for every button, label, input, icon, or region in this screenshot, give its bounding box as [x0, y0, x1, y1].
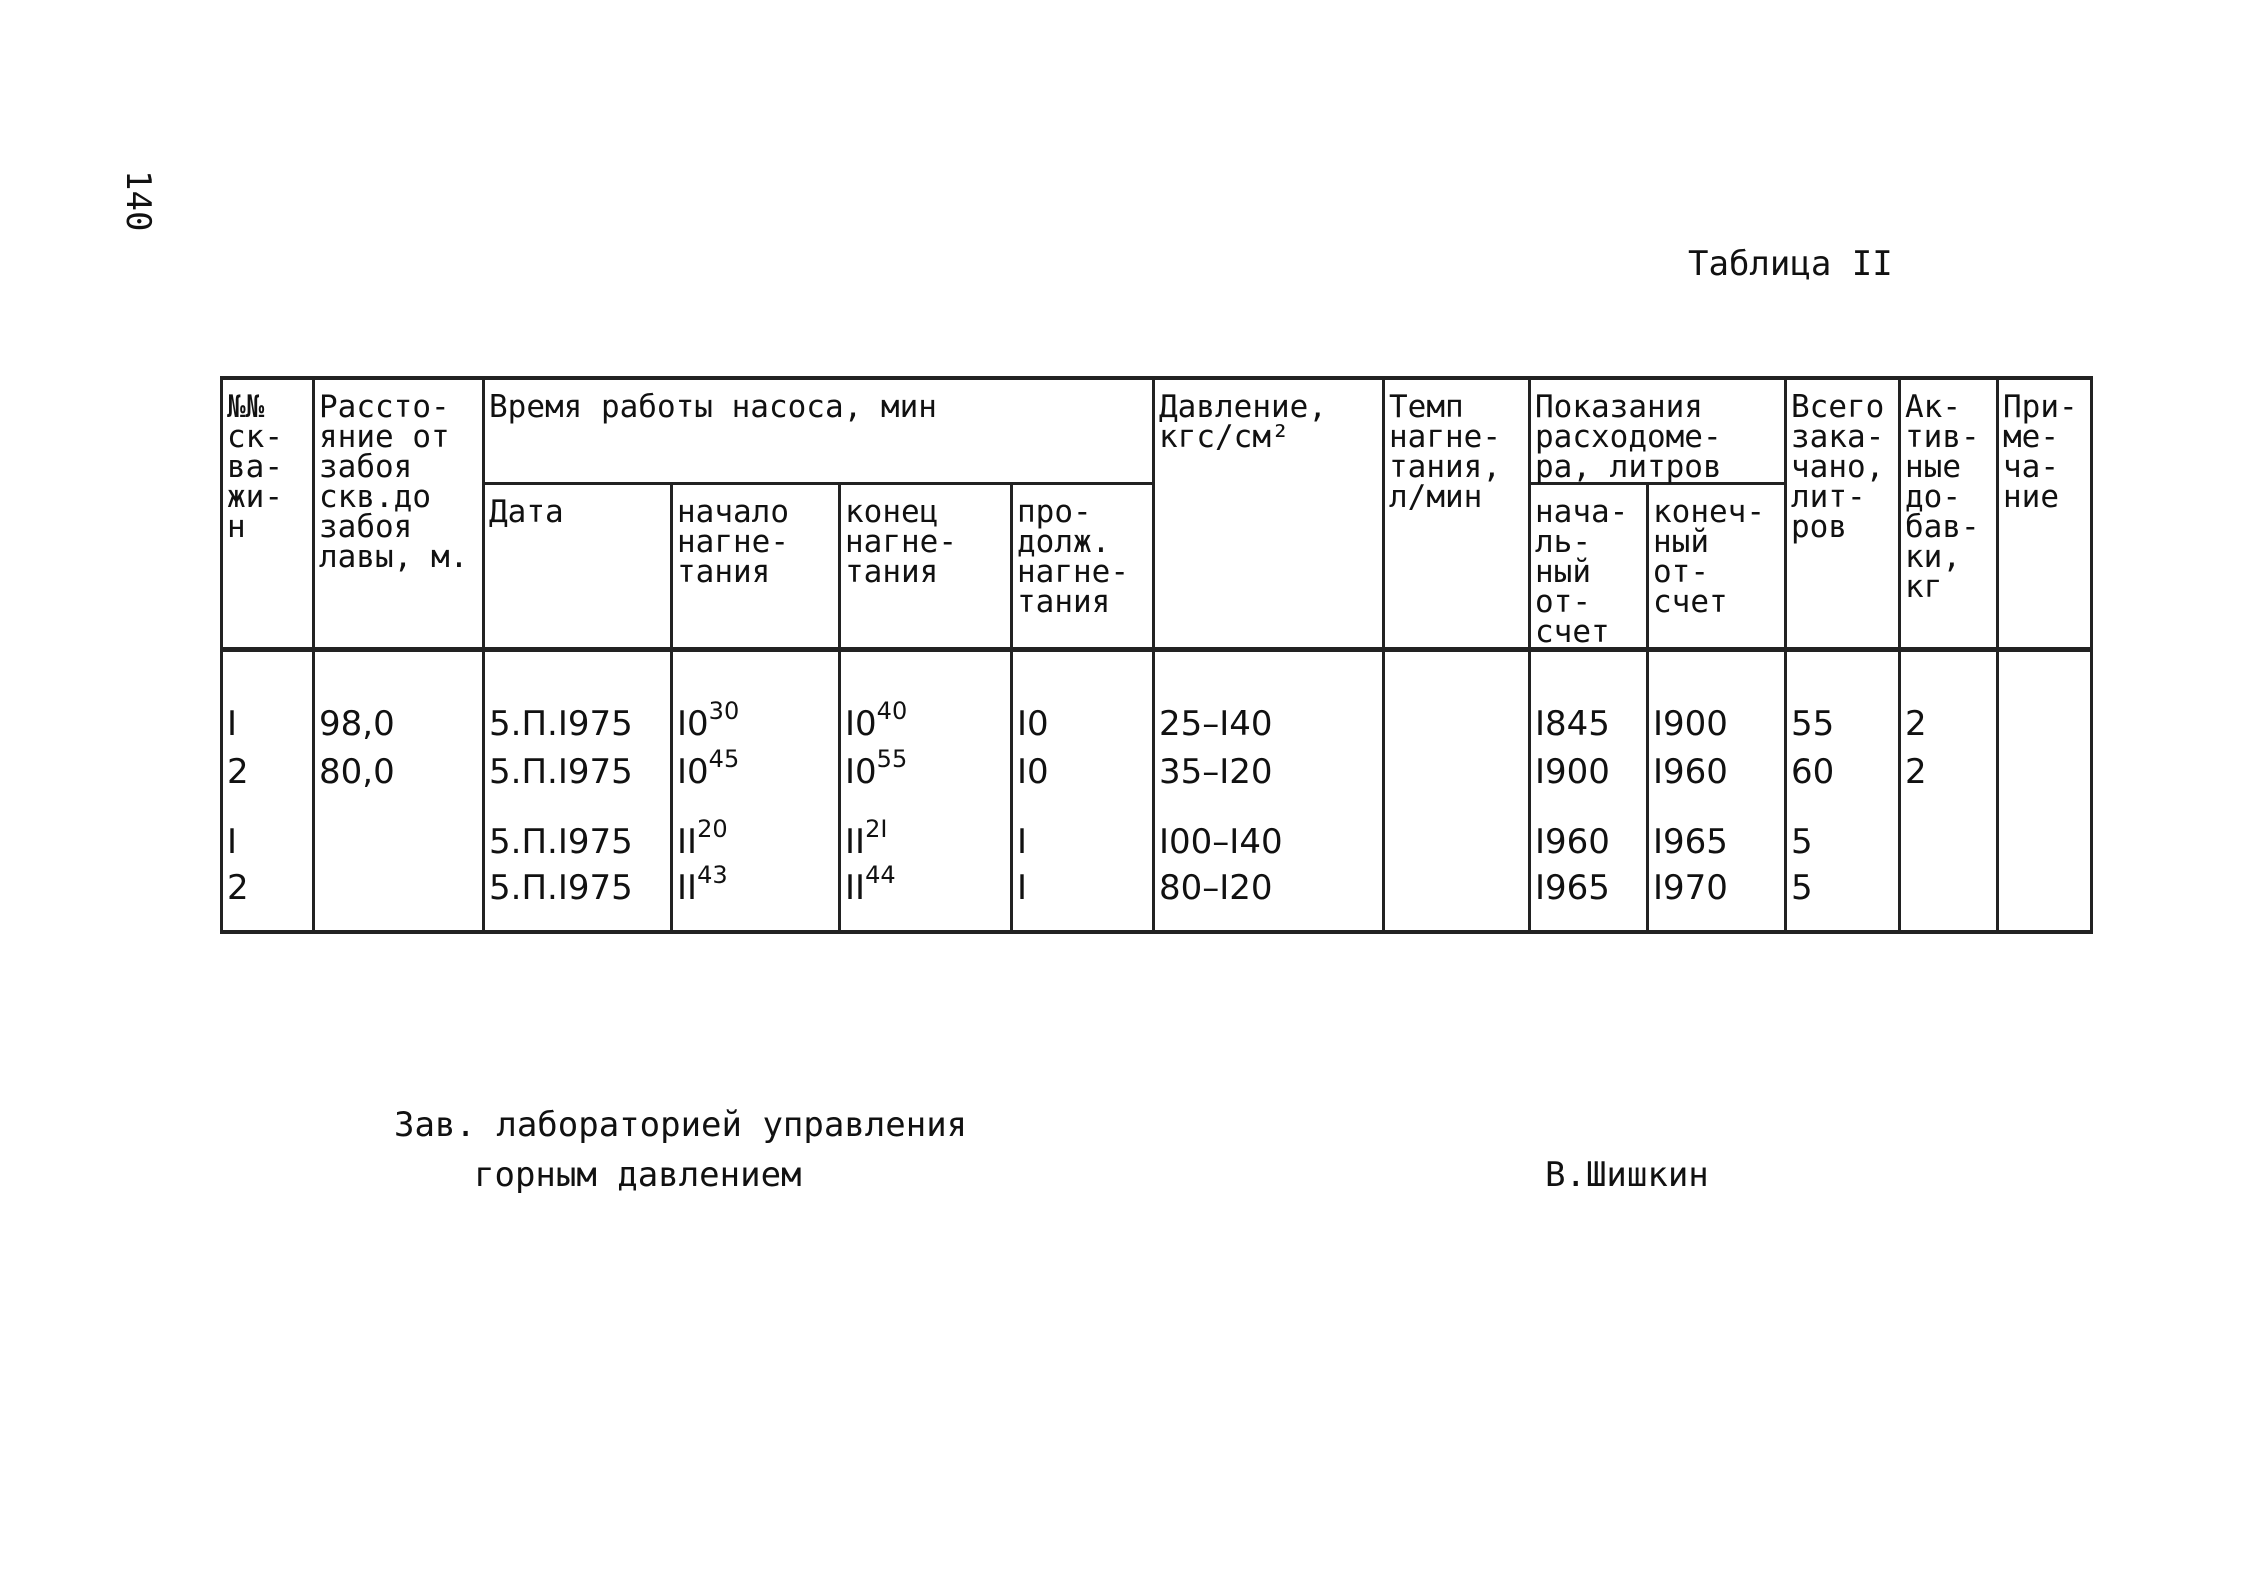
- data-table-container: [220, 376, 2093, 934]
- header-total: Всего зака- чано, лит- ров: [1786, 378, 1900, 650]
- cell-rate: [1384, 866, 1530, 932]
- cell-rate: [1384, 818, 1530, 866]
- empty-cell: [1012, 796, 1154, 818]
- cell-meter-end: I965: [1648, 818, 1786, 866]
- table-row: [222, 748, 2092, 796]
- cell-start: [672, 650, 840, 749]
- header-duration: про- долж. нагне- тания: [1012, 484, 1154, 650]
- start-hour: I0: [677, 704, 709, 744]
- header-well-no: №№ ск- ва- жи- н: [222, 378, 314, 650]
- end-hour: II: [845, 868, 866, 908]
- table-title: Таблица II: [1688, 244, 1893, 284]
- cell-duration: I0: [1012, 748, 1154, 796]
- cell-notes: [1998, 748, 2092, 796]
- cell-meter-start: I965: [1530, 866, 1648, 932]
- cell-end: [840, 814, 1012, 866]
- cell-total: 5: [1786, 818, 1900, 866]
- table-body: [222, 650, 2092, 933]
- cell-pressure: I00–I40: [1154, 818, 1384, 866]
- cell-rate: [1384, 650, 1530, 749]
- empty-cell: [314, 796, 484, 818]
- cell-additives: [1900, 818, 1998, 866]
- cell-duration: I: [1012, 818, 1154, 866]
- table-row: [222, 818, 2092, 866]
- start-hour: II: [677, 822, 698, 862]
- empty-cell: [1384, 796, 1530, 818]
- cell-meter-end: I970: [1648, 866, 1786, 932]
- empty-cell: [1648, 796, 1786, 818]
- cell-distance: 98,0: [314, 650, 484, 749]
- header-meter-end: конеч- ный от- счет: [1648, 484, 1786, 650]
- cell-additives: [1900, 866, 1998, 932]
- header-distance: Рассто- яние от забоя скв.до забоя лавы, м.: [314, 378, 484, 650]
- start-minute: 20: [697, 814, 728, 843]
- cell-date: 5.П.I975: [484, 650, 672, 749]
- cell-date: 5.П.I975: [484, 866, 672, 932]
- cell-meter-end: I960: [1648, 748, 1786, 796]
- cell-date: 5.П.I975: [484, 818, 672, 866]
- empty-cell: [1530, 796, 1648, 818]
- empty-cell: [1154, 796, 1384, 818]
- cell-end: [840, 744, 1012, 796]
- header-pump-time: Время работы насоса, мин: [484, 378, 1154, 484]
- table-row: [222, 650, 2092, 749]
- header-date: Дата: [484, 484, 672, 650]
- end-hour: I0: [845, 752, 877, 792]
- empty-cell: [1998, 796, 2092, 818]
- empty-cell: [222, 796, 314, 818]
- cell-total: 60: [1786, 748, 1900, 796]
- start-minute: 30: [708, 696, 740, 725]
- cell-notes: [1998, 650, 2092, 749]
- cell-duration: I: [1012, 866, 1154, 932]
- cell-additives: 2: [1900, 650, 1998, 749]
- cell-meter-start: I845: [1530, 650, 1648, 749]
- start-hour: II: [677, 868, 698, 908]
- cell-pressure: 25–I40: [1154, 650, 1384, 749]
- header-pressure: Давление, кгс/см²: [1154, 378, 1384, 650]
- signature-position-line2: горным давлением: [474, 1155, 802, 1195]
- cell-start: [672, 744, 840, 796]
- row-gap: [222, 796, 2092, 818]
- cell-meter-start: I900: [1530, 748, 1648, 796]
- start-hour: I0: [677, 752, 709, 792]
- signature-name: В.Шишкин: [1545, 1155, 1709, 1195]
- header-end: конец нагне- тания: [840, 484, 1012, 650]
- cell-distance: 80,0: [314, 748, 484, 796]
- empty-cell: [1786, 796, 1900, 818]
- data-table: [220, 376, 2093, 934]
- header-rate: Темп нагне- тания, л/мин: [1384, 378, 1530, 650]
- cell-well: 2: [222, 748, 314, 796]
- page-number: 140: [118, 170, 158, 232]
- cell-additives: 2: [1900, 748, 1998, 796]
- header-meter: Показания расходоме- ра, литров: [1530, 378, 1786, 484]
- cell-date: 5.П.I975: [484, 748, 672, 796]
- header-meter-start: нача- ль- ный от- счет: [1530, 484, 1648, 650]
- cell-distance: [314, 818, 484, 866]
- cell-end: [840, 650, 1012, 749]
- end-hour: II: [845, 822, 866, 862]
- cell-well: I: [222, 818, 314, 866]
- cell-meter-start: I960: [1530, 818, 1648, 866]
- cell-total: 55: [1786, 650, 1900, 749]
- end-hour: I0: [845, 704, 877, 744]
- start-minute: 43: [697, 860, 728, 889]
- table-row: [222, 866, 2092, 932]
- cell-notes: [1998, 866, 2092, 932]
- empty-cell: [484, 796, 672, 818]
- cell-start: [672, 860, 840, 932]
- end-minute: 40: [876, 696, 908, 725]
- cell-rate: [1384, 748, 1530, 796]
- end-minute: 55: [876, 744, 908, 773]
- empty-cell: [1900, 796, 1998, 818]
- signature-position-line1: Зав. лабораторией управления: [394, 1105, 968, 1145]
- cell-well: 2: [222, 866, 314, 932]
- cell-pressure: 80–I20: [1154, 866, 1384, 932]
- cell-end: [840, 860, 1012, 932]
- cell-well: I: [222, 650, 314, 749]
- end-minute: 44: [865, 860, 896, 889]
- header-notes: При- ме- ча- ние: [1998, 378, 2092, 650]
- cell-total: 5: [1786, 866, 1900, 932]
- cell-start: [672, 814, 840, 866]
- start-minute: 45: [708, 744, 740, 773]
- end-minute: 2I: [865, 814, 888, 843]
- signature-position: [394, 1100, 967, 1200]
- cell-duration: I0: [1012, 650, 1154, 749]
- cell-pressure: 35–I20: [1154, 748, 1384, 796]
- header-start: начало нагне- тания: [672, 484, 840, 650]
- cell-meter-end: I900: [1648, 650, 1786, 749]
- cell-distance: [314, 866, 484, 932]
- header-additives: Ак- тив- ные до- бав- ки, кг: [1900, 378, 1998, 650]
- cell-notes: [1998, 818, 2092, 866]
